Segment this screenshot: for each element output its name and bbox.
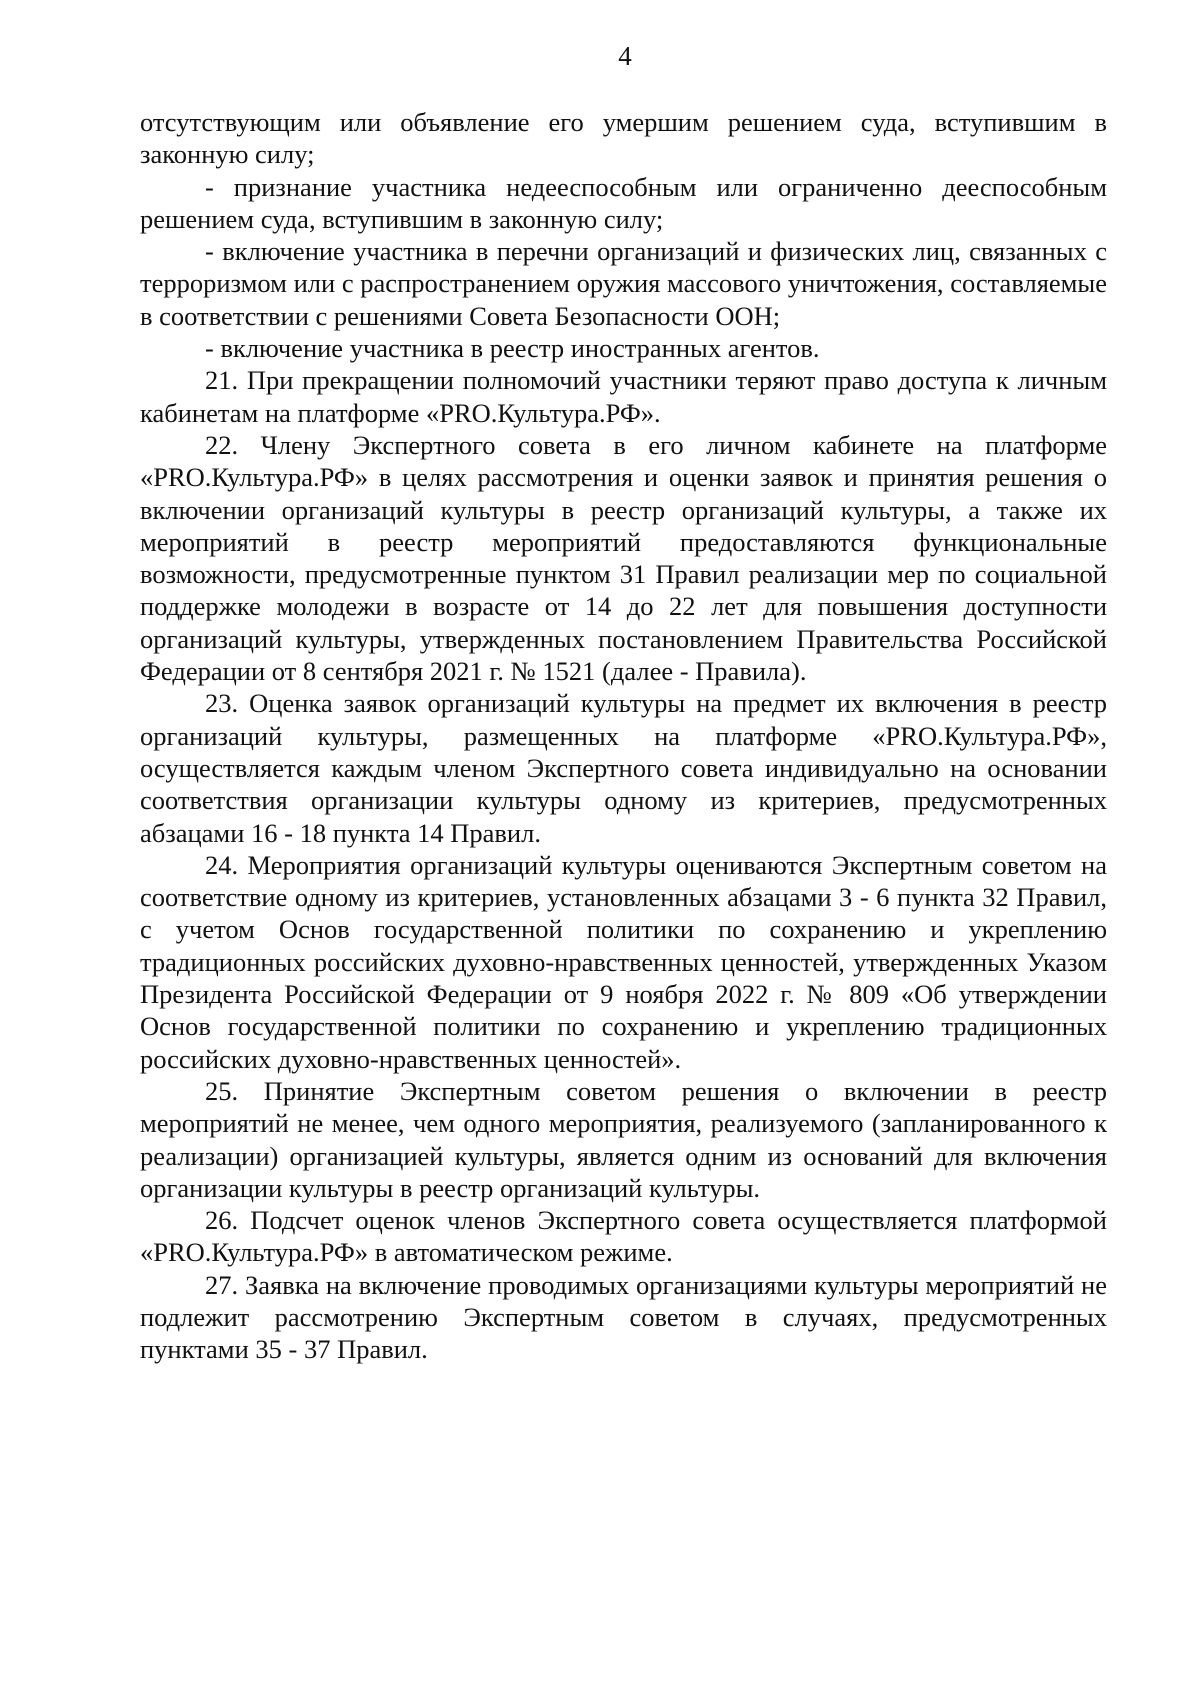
paragraph-continuation: отсутствующим или объявление его умершим решением суда, вступившим в законную силу; — [140, 107, 1107, 170]
paragraph-26: 26. Подсчет оценок членов Экспертного совета осуществляется платформой «PRO.Культура.РФ» в автоматическом режиме. — [140, 1205, 1107, 1268]
list-item-incapacity: - признание участника недееспособным или ограниченно дееспособным решением суда, вступившим в законную силу; — [140, 171, 1107, 234]
paragraph-25: 25. Принятие Экспертным советом решения о включении в реестр мероприятий не менее, чем одного мероприятия, реализуемого (запланированного к реализации) организацией культуры, является одним из оснований для включения организации культуры в реестр организаций культуры. — [140, 1075, 1107, 1203]
paragraph-24: 24. Мероприятия организаций культуры оцениваются Экспертным советом на соответствие одному из критериев, установленных абзацами 3 - 6 пункта 32 Правил, с учетом Основ государственной политики по сохранению и укреплению традиционных российских духовно-нравственных ценностей, утвержденных Указом Президента Российской Федерации от 9 ноября 2022 г. № 809 «Об утверждении Основ государственной политики по сохранению и укреплению традиционных российских духовно-нравственных ценностей». — [140, 849, 1107, 1074]
paragraph-27: 27. Заявка на включение проводимых организациями культуры мероприятий не подлежит рассмотрению Экспертным советом в случаях, предусмотренных пунктами 35 - 37 Правил. — [140, 1269, 1107, 1365]
paragraph-21: 21. При прекращении полномочий участники теряют право доступа к личным кабинетам на платформе «PRO.Культура.РФ». — [140, 365, 1107, 428]
paragraph-22: 22. Члену Экспертного совета в его личном кабинете на платформе «PRO.Культура.РФ» в целях рассмотрения и оценки заявок и принятия решения о включении организаций культуры в реестр организаций культуры, а также их мероприятий в реестр мероприятий предоставляются функциональные возможности, предусмотренные пунктом 31 Правил реализации мер по социальной поддержке молодежи в возрасте от 14 до 22 лет для повышения доступности организаций культуры, утвержденных постановлением Правительства Российской Федерации от 8 сентября 2021 г. № 1521 (далее - Правила). — [140, 429, 1107, 687]
list-item-foreign-agents: - включение участника в реестр иностранных агентов. — [205, 333, 820, 364]
list-item-terrorism-lists: - включение участника в перечни организаций и физических лиц, связанных с терроризмом или с распространением оружия массового уничтожения, составляемые в соответствии с решениями Совета Безопасности ООН; — [140, 236, 1107, 331]
paragraph-23: 23. Оценка заявок организаций культуры на предмет их включения в реестр организаций культуры, размещенных на платформе «PRO.Культура.РФ», осуществляется каждым членом Экспертного совета индивидуально на основании соответствия организации культуры одному из критериев, предусмотренных абзацами 16 - 18 пункта 14 Правил. — [140, 688, 1107, 848]
page-number: 4 — [618, 41, 632, 71]
document-body — [140, 106, 1107, 1366]
